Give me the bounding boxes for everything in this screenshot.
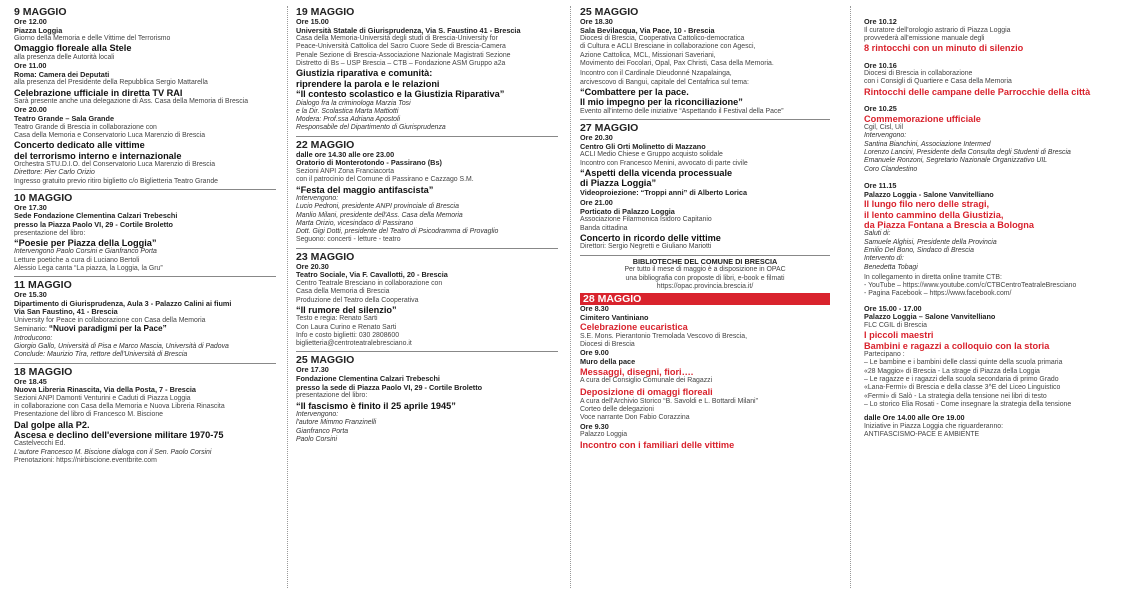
day-section <box>14 276 276 359</box>
event-desc: A cura del Consiglio Comunale dei Ragazzi <box>580 377 713 385</box>
event-desc: in collaborazione con Casa della Memoria e Nuova Libreria Rinascita <box>14 402 225 410</box>
event-desc: Iniziative in Piazza Loggia che riguarderanno: <box>864 422 1004 430</box>
event-place: Dipartimento di Giurisprudenza, Aula 3 - Palazzo Calini ai fiumi <box>14 298 232 308</box>
event-desc: Diocesi di Brescia in collaborazione <box>864 70 973 78</box>
email-link[interactable]: biglietteria@centroteatralebresciano.it <box>296 340 412 348</box>
event-desc: Azione Cattolica, MCL, Missionari Saveriani, <box>580 51 716 59</box>
day-section <box>580 119 830 252</box>
day-section <box>580 293 830 450</box>
event-speakers: Emilio Del Bono, Sindaco di Brescia <box>864 246 974 254</box>
event-speakers: Intervengono Paolo Corsini e Gianfranco Porta <box>14 248 157 256</box>
event-title: Il lungo filo nero delle stragi, <box>864 199 990 210</box>
event-title: “Aspetti della vicenda processuale <box>580 167 733 178</box>
event-speakers: Manlio Milani, presidente dell'Ass. Casa della Memoria <box>296 211 463 219</box>
event-desc: University for Peace in collaborazione con Casa della Memoria <box>14 317 206 325</box>
event-note: alla presenza delle Autorità locali <box>14 53 115 61</box>
event-speakers: e la Dir. Scolastica Marta Mattiotti <box>296 107 399 115</box>
event-speakers: Gianfranco Porta <box>296 427 349 435</box>
event-title: Omaggio floreale alla Stele <box>14 43 132 54</box>
facebook-link[interactable]: - Pagina Facebook – https://www.facebook.com/ <box>864 290 1012 298</box>
event-title: Deposizione di omaggi floreali <box>580 387 713 398</box>
event-place: Oratorio di Monterotondo - Passirano (Bs) <box>296 158 442 168</box>
event-speakers: Lorenzo Lancini, Presidente della Consulta degli Studenti di Brescia <box>864 149 1071 157</box>
column-1 <box>14 4 276 592</box>
event-title: Rintocchi delle campane delle Parrocchie della città <box>864 86 1091 97</box>
event-speakers-label: Intervengono: <box>864 132 907 140</box>
event-title: Ascesa e declino dell'eversione militare 1970-75 <box>14 429 224 440</box>
event-note: Alessio Lega canta “La piazza, la Loggia, la Gru” <box>14 264 163 272</box>
event-speakers: Santina Bianchini, Associazione Intermed <box>864 140 991 148</box>
event-title: “Poesie per Piazza della Loggia” <box>14 237 157 248</box>
event-desc: Casa della Memoria di Brescia <box>296 288 390 296</box>
event-speakers: Marta Orizio, vicesindaco di Passirano <box>296 219 414 227</box>
event-speakers-label: Intervengono: <box>296 410 339 418</box>
day-heading: 23 MAGGIO <box>296 250 355 263</box>
event-title: riprendere la parola e le relazioni <box>296 78 440 89</box>
event-speakers: Emanuele Ronzoni, Segretario Nazionale Organizzativo UIL <box>864 157 1048 165</box>
event-speakers-label: Intervengono: <box>296 194 339 202</box>
event-place: Università Statale di Giurisprudenza, Via S. Faustino 41 - Brescia <box>296 25 521 35</box>
event-desc: A cura dell'Archivio Storico “B. Savoldi e L. Bottardi Milani” <box>580 397 758 405</box>
day-section <box>296 248 558 349</box>
event-note: Info e costo biglietti: 030 2808600 <box>296 331 400 339</box>
participant-item: – Le bambine e i bambini delle classi quinte della scuola primaria <box>864 359 1063 367</box>
library-title: BIBLIOTECHE DEL COMUNE DI BRESCIA <box>632 256 778 266</box>
day-section <box>296 4 558 133</box>
event-place: Teatro Sociale, Via F. Cavallotti, 20 - Brescia <box>296 270 448 280</box>
event-desc: alla presenza del Presidente della Repubblica Sergio Mattarella <box>14 79 208 87</box>
event-speakers: Giorgio Gallo, Università di Pisa e Marco Mascia, Università di Padova <box>14 342 229 350</box>
event-place: Palazzo Loggia – Salone Vanvitelliano <box>864 312 996 322</box>
event-desc: Associazione Filarmonica Isidoro Capitanio <box>580 216 712 224</box>
event-place: Centro Gli Orti Molinetto di Mazzano <box>580 141 706 151</box>
event-desc: Partecipano : <box>864 351 905 359</box>
event-time: Ore 10.12 <box>864 17 897 26</box>
youtube-link[interactable]: - YouTube – https://www.youtube.com/c/CTBCentroTeatraleBresciano <box>864 282 1077 290</box>
event-title: I piccoli maestri <box>864 330 934 341</box>
event-title: Concerto dedicato alle vittime <box>14 140 145 151</box>
event-desc: Penale Sezione di Brescia-Associazione Nazionale Magistrati Sezione <box>296 51 511 59</box>
participant-item: – Le ragazze e i ragazzi della scuola secondaria di primo Grado <box>864 375 1059 383</box>
event-desc: Cgil, Cisl, Uil <box>864 124 904 132</box>
event-place: Palazzo Loggia <box>580 431 628 439</box>
event-time: Ore 18.30 <box>580 17 613 26</box>
event-speakers: Benedetta Tobagi <box>864 263 918 271</box>
event-title: Messaggi, disegni, fiori…. <box>580 366 694 377</box>
event-note: Letture poetiche a cura di Luciano Bertoli <box>14 256 140 264</box>
event-block <box>864 62 1126 98</box>
event-time: Ore 15.30 <box>14 290 47 300</box>
column-divider <box>850 6 851 588</box>
event-title: “Combattere per la pace. <box>580 86 689 97</box>
event-time: Ore 10.16 <box>864 60 897 70</box>
event-place: Nuova Libreria Rinascita, Via della Posta, 7 - Brescia <box>14 385 196 395</box>
event-title: “Il contesto scolastico e la Giustizia Riparativa” <box>296 89 505 100</box>
event-time: Ore 20.30 <box>296 261 329 271</box>
event-speakers-label: Introducono: <box>14 334 53 342</box>
event-speakers-label: Intervento di: <box>864 255 904 263</box>
library-link[interactable]: https://opac.provincia.brescia.it/ <box>656 282 754 290</box>
event-desc: presentazione del libro: <box>296 392 368 400</box>
library-text: una bibliografia con proposte di libri, e-book e filmati <box>625 274 785 282</box>
event-place: Teatro Grande – Sala Grande <box>14 113 115 123</box>
event-desc: Banda cittadina <box>580 224 628 232</box>
event-desc: Distretto di Bs – USP Brescia – CTB – Fondazione ASM Gruppo a2a <box>296 60 506 68</box>
column-divider <box>570 6 571 588</box>
event-block <box>864 305 1126 409</box>
event-title: Concerto in ricordo delle vittime <box>580 233 721 244</box>
event-place: Via San Faustino, 41 - Brescia <box>14 307 118 317</box>
day-heading: 25 MAGGIO <box>296 354 355 367</box>
event-block <box>864 4 1126 54</box>
day-heading: 11 MAGGIO <box>14 279 72 292</box>
event-desc: Giorno della Memoria e delle Vittime del Terrorismo <box>14 35 171 43</box>
event-desc: ANTIFASCISMO-PACE E AMBIENTE <box>864 431 980 439</box>
event-place: Sala Bevilacqua, Via Pace, 10 - Brescia <box>580 25 715 35</box>
library-text: Per tutto il mese di maggio è a disposizione in OPAC <box>624 266 786 274</box>
day-section <box>580 4 830 116</box>
event-place: Sede Fondazione Clementina Calzari Trebeschi <box>14 211 178 221</box>
event-title: il lento cammino della Giustizia, <box>864 209 1004 220</box>
event-video: Videoproiezione: “Troppi anni” di Alberto Lorica <box>580 187 748 197</box>
day-section <box>296 351 558 444</box>
event-title: Bambini e ragazzi a colloquio con la storia <box>864 340 1050 351</box>
event-title: “Festa del maggio antifascista” <box>296 184 434 195</box>
column-3 <box>580 4 830 592</box>
event-block <box>864 414 1126 439</box>
event-place: Muro della pace <box>580 357 636 367</box>
event-time: Ore 9.30 <box>580 421 609 431</box>
event-place: Porticato di Palazzo Loggia <box>580 206 675 216</box>
event-title: 8 rintocchi con un minuto di silenzio <box>864 43 1024 54</box>
column-4 <box>864 4 1126 592</box>
event-desc: provvederà all'emissione manuale degli <box>864 34 985 42</box>
event-note: Testo e regia: Renato Sarti <box>296 315 378 323</box>
event-desc: Produzione del Teatro della Cooperativa <box>296 296 419 304</box>
event-time: Ore 8.30 <box>580 304 609 314</box>
event-desc: Voce narrante Don Fabio Corazzina <box>580 414 690 422</box>
event-place: presso la sede di Piazza Paolo VI, 29 - Cortile Broletto <box>296 382 483 392</box>
event-director: Direttore: Pier Carlo Orizio <box>14 169 95 177</box>
event-desc: Centro Teatrale Bresciano in collaborazione con <box>296 279 443 287</box>
event-title: Giustizia riparativa e comunità: <box>296 68 433 79</box>
event-time: Ore 17.30 <box>296 365 329 375</box>
participant-item: «28 Maggio» di Brescia - La strage di Piazza della Loggia <box>864 367 1040 375</box>
event-title: di Piazza Loggia” <box>580 178 657 189</box>
day-heading: 9 MAGGIO <box>14 6 67 18</box>
day-section <box>14 189 276 273</box>
event-time: Ore 18.45 <box>14 376 47 386</box>
event-desc: S.E. Mons. Pierantonio Tremolada Vescovo di Brescia, <box>580 332 747 340</box>
day-heading: 18 MAGGIO <box>14 365 73 378</box>
event-desc: presentazione del libro: <box>14 229 86 237</box>
day-section <box>14 4 276 186</box>
event-desc: Corteo delle delegazioni <box>580 406 654 414</box>
event-desc: arcivescovo di Bangui, capitale del Centafrica sul tema: <box>580 78 749 86</box>
event-speakers: Modera: Prof.ssa Adriana Apostoli <box>296 116 401 124</box>
day-heading: 19 MAGGIO <box>296 6 355 18</box>
event-time: Ore 20.00 <box>14 105 47 115</box>
event-note: Con Laura Curino e Renato Sarti <box>296 323 397 331</box>
event-note: Ingresso gratuito previo ritiro biglietto c/o Biglietteria Teatro Grande <box>14 177 219 185</box>
event-title: “Il fascismo è finito il 25 aprile 1945” <box>296 400 456 411</box>
event-title: Il mio impegno per la riconciliazione” <box>580 97 743 108</box>
event-note: Castelvecchi Ed. <box>14 440 66 448</box>
event-desc: con i Consigli di Quartiere e Casa della Memoria <box>864 78 1012 86</box>
event-title: da Piazza Fontana a Brescia a Bologna <box>864 219 1035 230</box>
event-note: Sarà presente anche una delegazione di Ass. Casa della Memoria di Brescia <box>14 98 249 106</box>
event-place: presso la Piazza Paolo VI, 29 - Cortile Broletto <box>14 220 173 230</box>
event-desc: Movimento dei Focolari, Opal, Pax Christi, Casa della Memoria. <box>580 60 774 68</box>
event-desc: Diocesi di Brescia, Cooperativa Cattolico-democratica <box>580 35 745 43</box>
event-title: Dal golpe alla P2. <box>14 419 90 430</box>
event-desc: ACLI Medio Chiese e Gruppo acquisto solidale <box>580 151 723 159</box>
participant-item: – Lo storico Elia Rosati - Come insegnare la strategia della tensione <box>864 400 1072 408</box>
event-desc: Incontro con Francesco Menini, avvocato di parte civile <box>580 159 748 167</box>
event-note: Seguono: concerti - letture - teatro <box>296 236 401 244</box>
event-time: dalle ore 14.30 alle ore 23.00 <box>296 149 395 159</box>
event-title: Commemorazione ufficiale <box>864 113 981 124</box>
event-desc: Peace-Università Cattolica del Sacro Cuore Sede di Brescia-Camera <box>296 43 506 51</box>
event-desc: di Cultura e ACLI Bresciane in collaborazione con Agesci, <box>580 43 756 51</box>
day-heading: 22 MAGGIO <box>296 138 355 151</box>
event-title: Incontro con i familiari delle vittime <box>580 439 735 450</box>
day-section <box>296 136 558 245</box>
event-title: Celebrazione eucaristica <box>580 322 688 333</box>
event-place: Piazza Loggia <box>14 25 63 35</box>
day-heading: 27 MAGGIO <box>580 122 639 135</box>
participant-item: «Lana-Fermi» di Brescia e della classe 3^E del Liceo Linguistico <box>864 384 1061 392</box>
event-title: del terrorismo interno e internazionale <box>14 150 182 161</box>
event-speakers: Paolo Corsini <box>296 435 337 443</box>
event-speakers: Dialogo fra la criminologa Marzia Tosi <box>296 99 411 107</box>
event-desc: Incontro con il Cardinale Dieudonné Nzapalainga, <box>580 70 732 78</box>
event-title-line <box>14 325 276 334</box>
event-time: Ore 10.25 <box>864 104 897 114</box>
event-speakers: l'autore Mimmo Franzinelli <box>296 419 377 427</box>
event-desc: Diocesi di Brescia <box>580 341 635 349</box>
event-speakers: Dott. Gigi Dotti, presidente del Teatro di Psicodramma di Provaglio <box>296 228 499 236</box>
event-place: Roma: Camera dei Deputati <box>14 69 110 79</box>
event-note: Direttori: Sergio Negretti e Giuliano Mariotti <box>580 243 712 251</box>
event-desc: Sezioni ANPI Damonti Venturini e Caduti di Piazza Loggia <box>14 394 191 402</box>
event-desc: Sezioni ANPI Zona Franciacorta <box>296 167 395 175</box>
event-speakers: Coro Clandestino <box>864 165 918 173</box>
registration-link[interactable]: Prenotazioni: https://nirbiscione.eventbrite.com <box>14 456 157 464</box>
event-desc: Teatro Grande di Brescia in collaborazione con <box>14 123 157 131</box>
event-place: Fondazione Clementina Calzari Trebeschi <box>296 374 440 384</box>
event-time: Ore 21.00 <box>580 198 613 208</box>
event-place: Palazzo Loggia - Salone Vanvitelliano <box>864 189 994 199</box>
event-speakers: Responsabile del Dipartimento di Giurisprudenza <box>296 124 446 132</box>
event-desc: Casa della Memoria e Conservatorio Luca Marenzio di Brescia <box>14 131 206 139</box>
event-time: dalle Ore 14.00 alle Ore 19.00 <box>864 413 965 423</box>
event-title: “Il rumore del silenzio” <box>296 304 397 315</box>
column-2 <box>296 4 558 592</box>
event-speakers: L'autore Francesco M. Biscione dialoga con il Sen. Paolo Corsini <box>14 448 212 456</box>
event-block <box>864 182 1126 299</box>
day-heading: 10 MAGGIO <box>14 191 73 204</box>
event-speakers: Samuele Alghisi, Presidente della Provincia <box>864 238 997 246</box>
day-section <box>14 363 276 466</box>
event-desc: Presentazione del libro di Francesco M. Biscione <box>14 411 163 419</box>
event-time: Ore 9.00 <box>580 348 609 358</box>
library-notice <box>580 255 830 291</box>
event-time: Ore 15.00 - 17.00 <box>864 303 922 313</box>
event-desc: FLC CGIL di Brescia <box>864 321 927 329</box>
event-speakers: Conclude: Maurizio Tira, rettore dell'Università di Brescia <box>14 351 188 359</box>
seminar-label: Seminario: <box>14 326 47 334</box>
event-time: Ore 11.00 <box>14 61 47 71</box>
event-title: Celebrazione ufficiale in diretta TV RAI <box>14 87 183 98</box>
event-speakers: Lucio Pedroni, presidente ANPI provinciale di Brescia <box>296 203 459 211</box>
column-divider <box>287 6 288 588</box>
event-speakers-label: Saluti di: <box>864 230 891 238</box>
live-stream-note: In collegamento in diretta online tramite CTB: <box>864 273 1002 281</box>
event-time: Ore 20.30 <box>580 133 613 143</box>
event-note: Evento all'interno delle iniziative “Aspettando il Festival della Pace” <box>580 107 784 115</box>
event-time: Ore 15.00 <box>296 17 329 26</box>
participant-item: «Fermi» di Salò - La strategia della tensione nei libri di testo <box>864 392 1047 400</box>
day-heading: 25 MAGGIO <box>580 6 639 18</box>
day-heading-highlight: 28 MAGGIO <box>580 293 830 305</box>
event-desc: Casa della Memoria-Università degli studi di Brescia-University for <box>296 35 498 43</box>
event-time: Ore 17.30 <box>14 202 47 212</box>
event-block <box>864 105 1126 174</box>
event-desc: con il patrocinio del Comune di Passirano e Cazzago S.M. <box>296 176 474 184</box>
event-desc: Il curatore dell'orologio astrario di Piazza Loggia <box>864 26 1011 34</box>
event-place: Cimitero Vantiniano <box>580 312 649 322</box>
event-note: Orchestra STU.D.I.O. del Conservatorio Luca Marenzio di Brescia <box>14 160 216 168</box>
event-time: Ore 11.15 <box>864 180 897 190</box>
event-title: “Nuovi paradigmi per la Pace” <box>48 324 167 334</box>
event-time: Ore 12.00 <box>14 17 47 26</box>
